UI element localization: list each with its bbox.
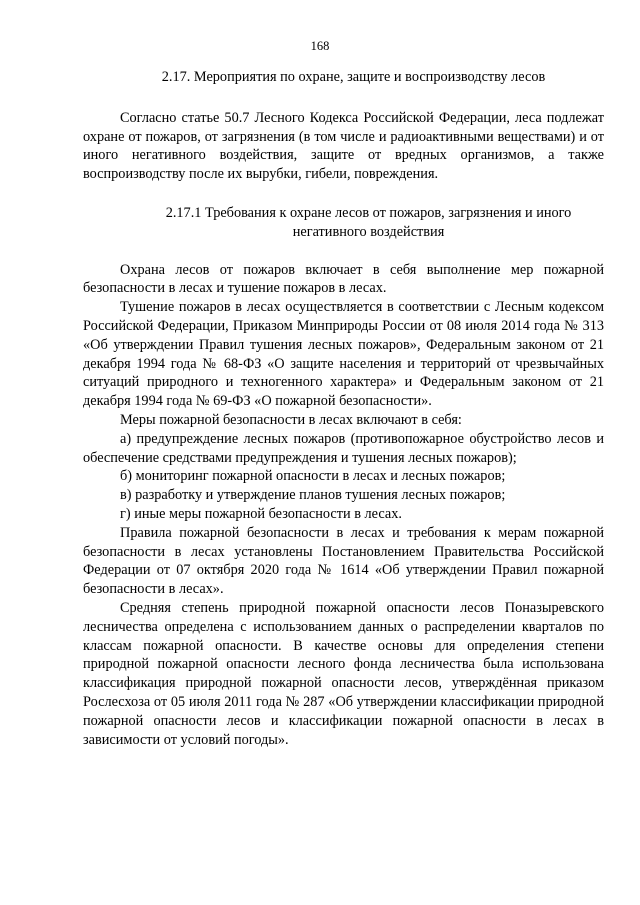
intro-paragraph: Согласно статье 50.7 Лесного Кодекса Российской Федерации, леса подлежат охране от пожаров, от загрязнения (в том числе и радиоактивными веществами) и от иного негативного воздействия, защите от вредных организмов, а также воспроизводству после их вырубки, гибели, повреждения.	[83, 109, 604, 183]
page-content	[83, 68, 604, 749]
section-title: 2.17. Мероприятия по охране, защите и воспроизводству лесов	[161, 69, 546, 85]
list-item-g: г) иные меры пожарной безопасности в лесах.	[120, 505, 402, 522]
page-number: 168	[310, 39, 330, 53]
list-item-a: а) предупреждение лесных пожаров (противопожарное обустройство лесов и обеспечение средствами предупреждения и тушения лесных пожаров);	[83, 430, 604, 466]
paragraph-fire-protection: Охрана лесов от пожаров включает в себя выполнение мер пожарной безопасности в лесах и тушение пожаров в лесах.	[83, 261, 604, 297]
paragraph-fire-danger-degree: Средняя степень природной пожарной опасности лесов Поназыревского лесничества определена с использованием данных о распределении кварталов по классам пожарной опасности. В качестве основы для определения степени природной пожарной опасности лесного фонда лесничества была использована классификация природной пожарной опасности лесов, утверждённая приказом Рослесхоза от 05 июля 2011 года № 287 «Об утверждении классификации природной пожарной опасности лесов и классификации пожарной опасности в лесах в зависимости от условий погоды».	[83, 599, 604, 748]
subsection-title: 2.17.1 Требования к охране лесов от пожаров, загрязнения и иного негативного воздействия	[165, 204, 572, 240]
list-item-b: б) мониторинг пожарной опасности в лесах и лесных пожаров;	[120, 468, 506, 485]
list-item-v: в) разработку и утверждение планов тушения лесных пожаров;	[120, 487, 506, 504]
paragraph-fire-extinguishing: Тушение пожаров в лесах осуществляется в соответствии с Лесным кодексом Российской Федерации, Приказом Минприроды России от 08 июля 2014 года № 313 «Об утверждении Правил тушения лесных пожаров», Федеральным законом от 21 декабря 1994 года № 68-ФЗ «О защите населения и территорий от чрезвычайных ситуаций природного и техногенного характера» и Федеральным законом от 21 декабря 1994 года № 69-ФЗ «О пожарной безопасности».	[83, 299, 604, 410]
paragraph-fire-safety-rules: Правила пожарной безопасности в лесах и требования к мерам пожарной безопасности в лесах установлены Постановлением Правительства Российской Федерации от 07 октября 2020 года № 1614 «Об утверждении Правил пожарной безопасности в лесах».	[83, 524, 604, 598]
paragraph-safety-measures-intro: Меры пожарной безопасности в лесах включают в себя:	[120, 411, 462, 428]
